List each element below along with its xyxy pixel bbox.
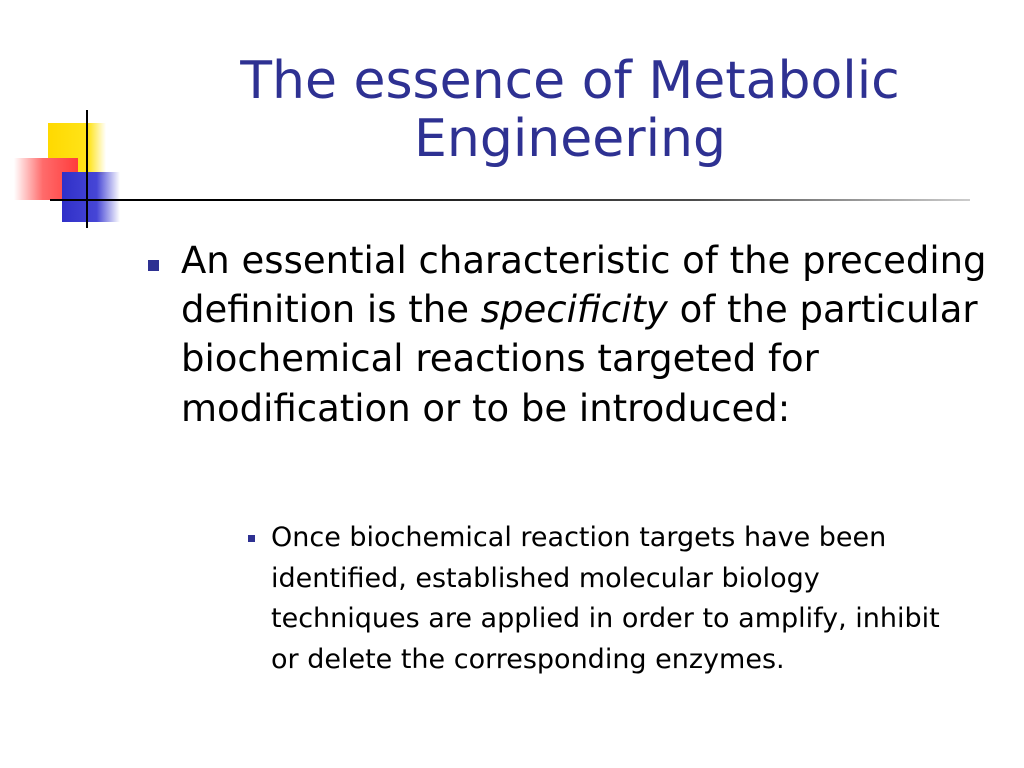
- slide-title: [200, 52, 940, 168]
- sub-bullet-square-icon: [248, 535, 255, 542]
- slide-title-line2: Engineering: [414, 109, 726, 170]
- bullet1-text-before: An essential characteristic of the preceding definition is the: [181, 239, 987, 332]
- logo-blue-square: [62, 172, 120, 222]
- bullet1-text-after: of the particular biochemical reactions targeted for modification or to be introduced:: [181, 288, 978, 430]
- bullet2-text: Once biochemical reaction targets have been identified, established molecular biology techniques are applied in order to amplify, inhibit or delete the corresponding enzymes.: [271, 522, 940, 675]
- bullet-level2: [271, 518, 971, 680]
- logo-vertical-line: [86, 110, 88, 228]
- bullet1-emphasis: specificity: [480, 288, 668, 332]
- slide-title-line1: The essence of Metabolic: [240, 51, 900, 111]
- bullet-level1: [181, 236, 991, 433]
- bullet-square-icon: [148, 260, 159, 271]
- title-divider-line: [50, 199, 970, 201]
